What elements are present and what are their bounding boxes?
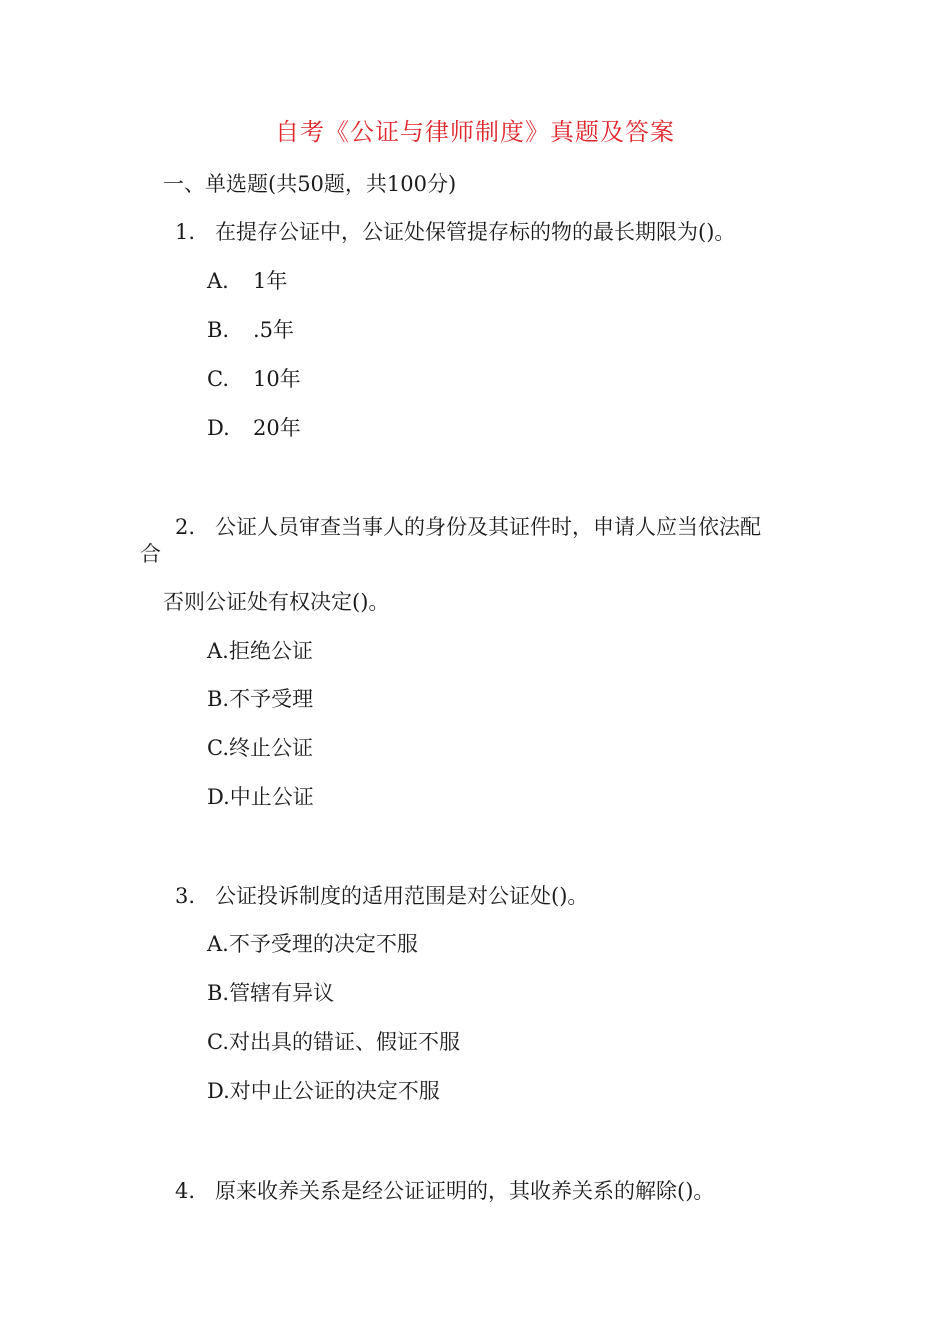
- option-text: .5年: [253, 318, 295, 342]
- question-text-continued: 否则公证处有权决定()。: [163, 590, 390, 614]
- option-d: [207, 414, 301, 442]
- option-a: A.不予受理的决定不服: [207, 932, 418, 956]
- question-3: [175, 882, 588, 910]
- question-number: 1.: [175, 220, 196, 244]
- question-1: [175, 218, 735, 246]
- option-text: 1年: [253, 269, 288, 293]
- question-2: [175, 513, 761, 541]
- option-letter: C.: [207, 367, 229, 391]
- question-text: 公证投诉制度的适用范围是对公证处()。: [215, 884, 589, 908]
- option-c: [207, 365, 301, 393]
- option-d: D.对中止公证的决定不服: [207, 1079, 440, 1103]
- question-4: [175, 1177, 714, 1205]
- option-c: C.对出具的错证、假证不服: [207, 1030, 460, 1054]
- question-number: 2.: [175, 515, 196, 539]
- question-number: 4.: [175, 1179, 196, 1203]
- section-heading: 一、单选题(共50题，共100分): [163, 172, 457, 196]
- question-text: 公证人员审查当事人的身份及其证件时，申请人应当依法配: [215, 515, 761, 539]
- question-number: 3.: [175, 884, 196, 908]
- option-letter: D.: [207, 416, 230, 440]
- option-letter: B.: [207, 318, 230, 342]
- option-d: D.中止公证: [207, 785, 314, 809]
- question-text: 原来收养关系是经公证证明的，其收养关系的解除()。: [215, 1179, 715, 1203]
- option-letter: A.: [207, 269, 229, 293]
- option-text: 20年: [253, 416, 301, 440]
- option-c: C.终止公证: [207, 736, 313, 760]
- option-text: 10年: [253, 367, 301, 391]
- option-b: B.管辖有异议: [207, 981, 335, 1005]
- page-title: 自考《公证与律师制度》真题及答案: [275, 118, 675, 146]
- option-b: B.不予受理: [207, 687, 314, 711]
- option-a: [207, 267, 287, 295]
- option-a: A.拒绝公证: [207, 639, 313, 663]
- option-b: [207, 316, 294, 344]
- question-text-wrap: 合: [140, 542, 161, 566]
- question-text: 在提存公证中，公证处保管提存标的物的最长期限为()。: [215, 220, 736, 244]
